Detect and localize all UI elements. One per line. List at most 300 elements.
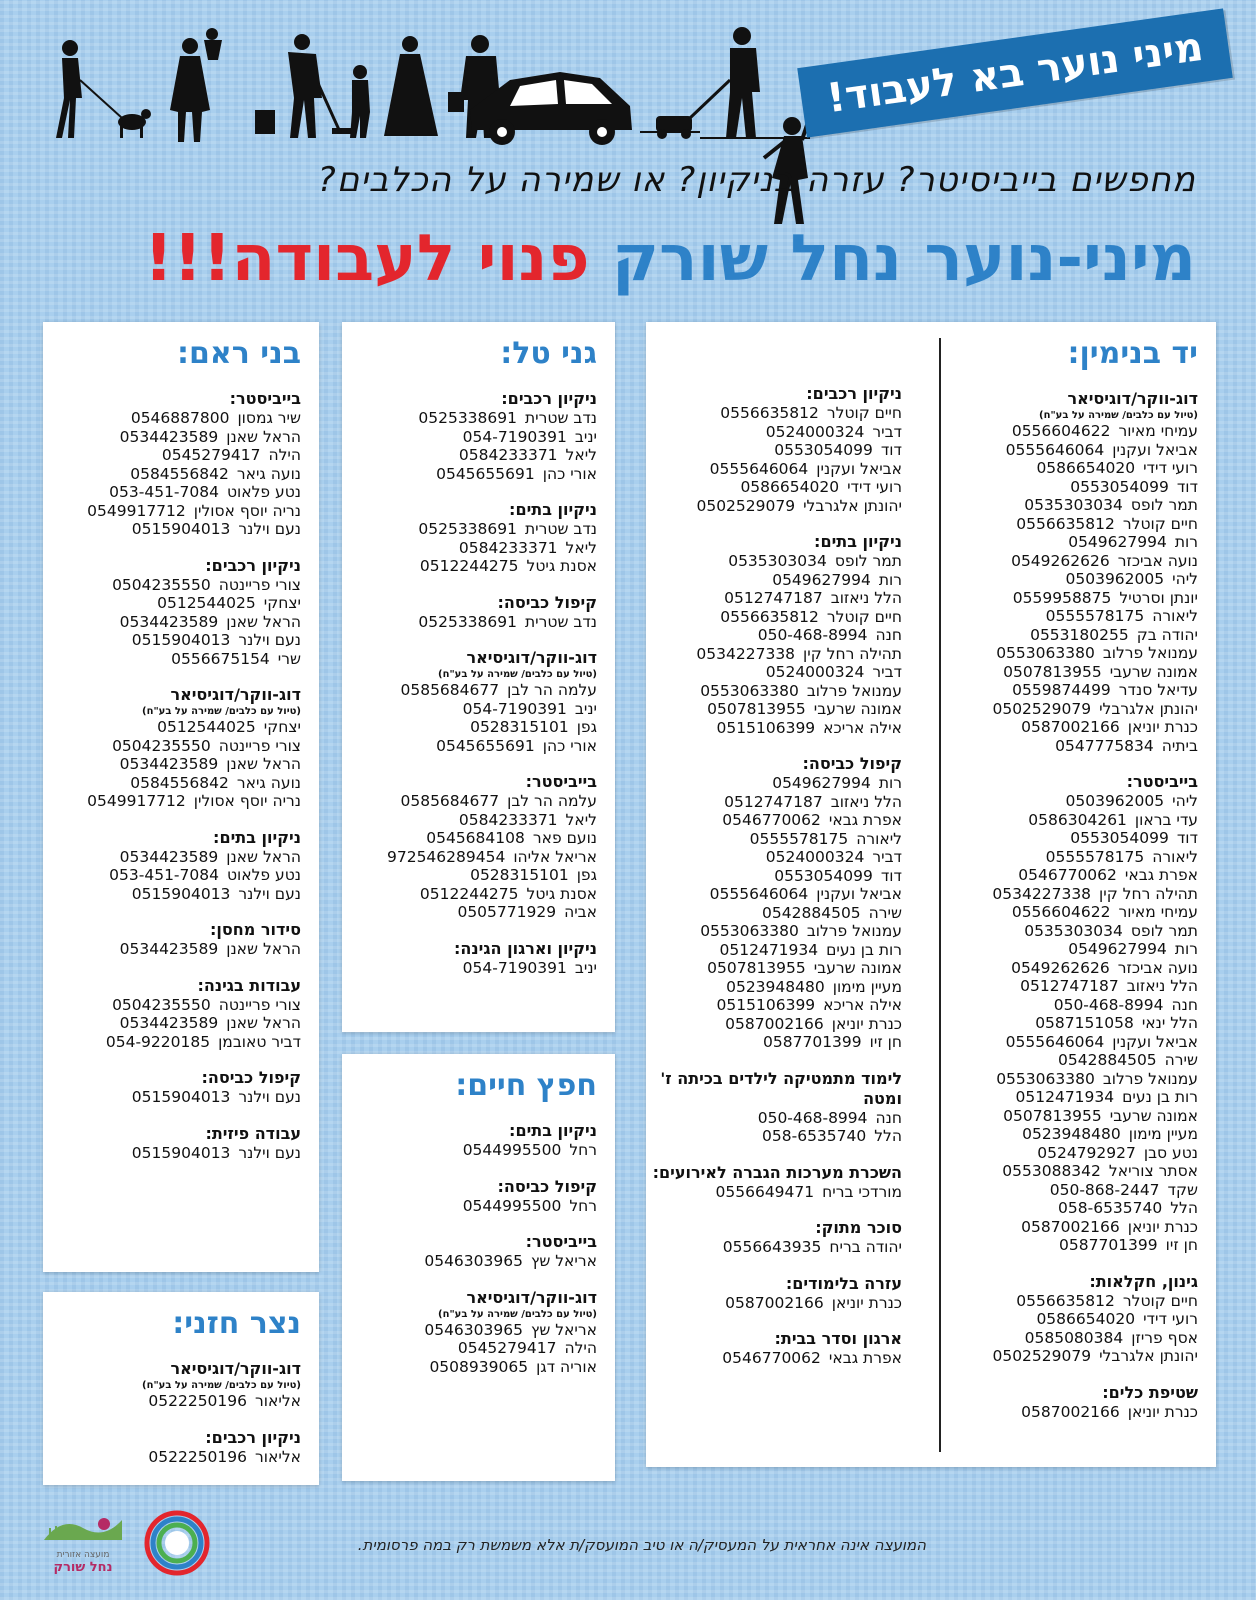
phone-number: 053-451-7084 <box>109 866 219 884</box>
contact-name: הראל שאנן <box>226 612 301 631</box>
contact-entry <box>920 663 1198 682</box>
contact-name: רחל <box>569 1141 597 1159</box>
contact-entry <box>920 903 1198 922</box>
phone-number: 0508939065 <box>429 1357 529 1376</box>
contact-name: רות בן נעים <box>826 940 902 959</box>
category-section <box>342 1121 597 1160</box>
contact-name: אסף פריזן <box>1131 1328 1198 1347</box>
phone-number: 0512471934 <box>1015 1088 1115 1106</box>
category-title: סידור מחסן: <box>209 920 301 939</box>
contact-name: אסנת גיטל <box>526 884 597 903</box>
contact-name: דביר טאובמן <box>218 1032 301 1051</box>
contact-entry <box>920 589 1198 608</box>
phone-number: 053-451-7084 <box>109 483 219 501</box>
category-section <box>43 389 301 539</box>
phone-number: 0507813955 <box>1003 662 1102 681</box>
contact-entry <box>646 978 902 997</box>
phone-number: 0534423589 <box>119 427 219 446</box>
phone-number: 050-468-8994 <box>757 1108 868 1127</box>
phone-number: 0535303034 <box>1024 921 1123 940</box>
contact-entry <box>920 1329 1198 1348</box>
logo-title: נחל שורק <box>53 1560 113 1575</box>
phone-number: 054-7190391 <box>462 699 567 718</box>
phone-number: 0549627994 <box>1068 940 1167 958</box>
contact-entry <box>43 996 301 1015</box>
contact-name: דוד <box>880 441 902 459</box>
category-title: ניקיון רכבים: <box>806 384 902 403</box>
phone-number: 0545684108 <box>426 829 525 847</box>
category-title: ניקיון בתים: <box>814 532 902 551</box>
category-section <box>43 1068 301 1107</box>
contact-entry <box>43 885 301 904</box>
phone-number: 0505771929 <box>457 903 557 921</box>
category-section <box>43 1124 301 1163</box>
contact-name: צורי פריינטה <box>218 995 301 1014</box>
phone-number: 058-6535740 <box>1058 1199 1163 1217</box>
category-section <box>342 1177 597 1216</box>
contact-entry <box>920 940 1198 959</box>
contact-entry <box>646 793 902 812</box>
contact-name: אמונה שרעבי <box>1109 1106 1198 1125</box>
panel-gani-tal <box>342 322 615 1032</box>
contact-entry <box>43 631 301 650</box>
category-title: ניקיון בתים: <box>213 827 301 847</box>
category-title: קיפול כביסה: <box>497 592 597 612</box>
phone-number: 0584233371 <box>458 538 558 557</box>
contact-name: תמר לופס <box>1130 496 1198 514</box>
phone-number: 0512544025 <box>157 594 256 612</box>
category-section <box>920 1272 1198 1366</box>
council-logo <box>40 1510 126 1582</box>
contact-name: ליאל <box>565 810 597 829</box>
contact-entry <box>43 483 301 502</box>
phone-number: 0549917712 <box>87 792 186 810</box>
contact-name: יהונתן אלגרבלי <box>803 496 902 515</box>
phone-number: 0584556842 <box>130 464 229 483</box>
contact-entry <box>342 613 597 632</box>
contact-entry <box>43 502 301 521</box>
contact-entry <box>920 1292 1198 1311</box>
contact-name: יונתן וסרטיל <box>1119 588 1198 607</box>
phone-number: 0555646064 <box>709 459 809 478</box>
category-section <box>646 1218 902 1257</box>
phone-number: 0515904013 <box>131 520 231 538</box>
contact-entry <box>43 1088 301 1107</box>
contact-name: הראל שאנן <box>226 847 301 866</box>
category-note: (טיול עם כלבים/ שמירה על בע"ח) <box>142 706 301 717</box>
contact-name: אביאל ועקנין <box>1112 440 1198 459</box>
phone-number: 0503962005 <box>1065 792 1165 810</box>
category-title: ניקיון רכבים: <box>205 1427 301 1447</box>
phone-number: 0524000324 <box>765 848 865 866</box>
phone-number: 0556643935 <box>722 1238 822 1256</box>
contact-name: דביר <box>872 422 902 441</box>
category-list <box>342 389 597 977</box>
phone-number: 0503962005 <box>1065 570 1165 588</box>
contact-name: ליאורה <box>1152 607 1198 625</box>
contact-entry <box>342 718 597 737</box>
category-title: קיפול כביסה: <box>497 1176 597 1196</box>
contact-name: דביר <box>872 848 902 866</box>
contact-name: הראל שאנן <box>226 1014 301 1032</box>
contact-entry <box>920 533 1198 552</box>
contact-name: הלל <box>1170 1199 1198 1217</box>
contact-entry <box>43 594 301 613</box>
contact-entry <box>43 446 301 465</box>
contact-entry <box>342 539 597 558</box>
contact-entry <box>646 941 902 960</box>
category-section <box>646 1329 902 1368</box>
category-section <box>43 556 301 669</box>
contact-name: ליהי <box>1172 792 1198 810</box>
contact-entry <box>920 792 1198 811</box>
contact-entry <box>342 1141 597 1160</box>
contact-name: נדב שטרית <box>525 612 597 631</box>
contact-name: כנרת יוניאן <box>1127 1402 1198 1421</box>
contact-name: נעם וילנר <box>238 520 301 538</box>
col-yad-binyamin-right <box>920 322 1216 1438</box>
contact-entry <box>920 811 1198 830</box>
logo-subtitle: מועצה אזורית <box>56 1550 110 1560</box>
phone-number: 0522250196 <box>148 1447 248 1466</box>
contact-name: נריה יוסף אסולין <box>193 501 301 520</box>
contact-name: הראל שאנן <box>226 755 301 773</box>
category-title: דוג-ווקר/דוגיסיאר <box>1067 389 1198 408</box>
contact-entry <box>920 552 1198 571</box>
contact-name: אליאור <box>255 1447 301 1466</box>
contact-name: נעם וילנר <box>238 884 301 903</box>
contact-entry <box>920 866 1198 885</box>
contact-name: נעם וילנר <box>238 631 301 649</box>
phone-number: 0587701399 <box>763 1033 862 1051</box>
contact-name: חיים קוטלר <box>1122 1291 1198 1310</box>
contact-entry <box>646 478 902 497</box>
contact-name: יהונתן אלגרבלי <box>1099 699 1198 718</box>
contact-name: חנה <box>875 626 902 644</box>
contact-name: מעיין מימון <box>1128 1125 1198 1143</box>
phone-number: 0587002166 <box>725 1014 824 1033</box>
category-title: בייביסטר: <box>525 1232 597 1251</box>
contact-entry <box>920 681 1198 700</box>
contact-entry <box>43 1448 301 1467</box>
contact-entry <box>646 1033 902 1052</box>
category-section <box>920 772 1198 1255</box>
contact-name: אסנת גיטל <box>526 557 597 575</box>
contact-name: גפן <box>576 718 597 736</box>
contact-entry <box>920 1033 1198 1052</box>
contact-entry <box>646 1015 902 1034</box>
contact-name: הראל שאנן <box>226 940 301 958</box>
phone-number: 0546770062 <box>1018 866 1117 884</box>
phone-number: 0586654020 <box>740 478 840 496</box>
contact-name: אוריה דגן <box>536 1357 597 1376</box>
category-section <box>646 532 902 737</box>
phone-number: 0512471934 <box>719 940 819 959</box>
contact-entry <box>920 570 1198 589</box>
contact-name: צורי פריינטה <box>218 736 301 755</box>
phone-number: 0507813955 <box>707 700 806 718</box>
phone-number: 0504235550 <box>112 736 211 755</box>
phone-number: 0555646064 <box>1005 1032 1105 1051</box>
category-title: ניקיון רכבים: <box>205 555 301 575</box>
phone-number: 0534227338 <box>696 644 796 663</box>
contact-entry <box>646 904 902 923</box>
phone-number: 054-9220185 <box>105 1032 211 1051</box>
contact-name: רועי דידי <box>1143 459 1198 477</box>
contact-name: רחל <box>569 1196 597 1215</box>
contact-entry <box>43 576 301 595</box>
contact-name: אריאל שץ <box>530 1252 597 1270</box>
contact-entry <box>43 1144 301 1163</box>
phone-number: 0553063380 <box>996 1069 1095 1088</box>
category-section <box>43 685 301 811</box>
phone-number: 050-468-8994 <box>757 626 868 644</box>
contact-entry <box>43 792 301 811</box>
contact-entry <box>920 478 1198 497</box>
phone-number: 0535303034 <box>728 552 827 570</box>
category-title: ניקיון רכבים: <box>501 389 597 408</box>
contact-name: יהודה בק <box>1136 625 1198 644</box>
category-title: דוג-ווקר/דוגיסיאר <box>170 1359 301 1378</box>
contact-name: הילה <box>564 1339 597 1357</box>
phone-number: 0502529079 <box>696 496 796 515</box>
phone-number: 0587701399 <box>1059 1236 1158 1254</box>
contact-entry <box>342 1339 597 1358</box>
contact-entry <box>920 829 1198 848</box>
phone-number: 050-468-8994 <box>1053 995 1164 1014</box>
phone-number: 0515904013 <box>131 631 231 649</box>
contact-entry <box>43 866 301 885</box>
contact-entry <box>920 1125 1198 1144</box>
phone-number: 0553063380 <box>700 681 799 700</box>
phone-number: 0585684677 <box>400 681 500 699</box>
contact-name: ליאל <box>565 538 597 557</box>
contact-entry <box>920 922 1198 941</box>
contact-entry <box>43 718 301 737</box>
contact-name: רועי דידי <box>847 478 902 496</box>
contact-name: אסתר צוריאל <box>1108 1162 1198 1180</box>
contact-name: נועה גיאר <box>236 464 301 483</box>
phone-number: 0585080384 <box>1024 1328 1124 1347</box>
contact-entry <box>646 589 902 608</box>
col-gani-tal <box>342 322 615 994</box>
phone-number: 0534423589 <box>119 847 219 866</box>
category-note: (טיול עם כלבים/ שמירה על בע"ח) <box>438 1308 597 1320</box>
contact-entry <box>646 663 902 682</box>
contact-name: תמר לופס <box>834 552 902 570</box>
phone-number: 0534423589 <box>119 1014 219 1032</box>
phone-number: 0524000324 <box>765 422 865 441</box>
phone-number: 0549627994 <box>1068 533 1167 551</box>
phone-number: 0515904013 <box>131 884 231 903</box>
council-emblem-icon <box>40 1510 126 1546</box>
contact-name: כנרת יוניאן <box>1127 718 1198 736</box>
contact-name: אריאל שץ <box>530 1320 597 1339</box>
category-section <box>920 389 1198 755</box>
contact-entry <box>43 1014 301 1033</box>
contact-entry <box>920 959 1198 978</box>
phone-number: 0523948480 <box>726 977 825 996</box>
contact-entry <box>646 1294 902 1313</box>
phone-number: 0545279417 <box>457 1339 557 1357</box>
phone-number: 0549627994 <box>772 570 871 589</box>
contact-entry <box>646 885 902 904</box>
contact-name: נועם פאר <box>532 829 597 847</box>
phone-number: 0515904013 <box>131 1088 231 1106</box>
contact-name: נריה יוסף אסולין <box>193 792 301 810</box>
phone-number: 0534423589 <box>119 612 219 631</box>
headline-part1: מיני-נוער נחל שורק <box>611 222 1196 296</box>
category-section <box>342 772 597 922</box>
phone-number: 0559874499 <box>1012 681 1111 699</box>
category-title: ניקיון בתים: <box>509 500 597 519</box>
contact-name: יצחקי <box>263 718 301 736</box>
phone-number: 0534423589 <box>119 755 219 773</box>
contact-name: הלל ניאזוב <box>830 792 902 811</box>
panel-bnei-reem <box>43 322 319 1272</box>
phone-number: 0584233371 <box>458 810 558 829</box>
contact-entry <box>342 1197 597 1216</box>
contact-entry <box>920 1181 1198 1200</box>
phone-number: 972546289454 <box>386 847 506 866</box>
panel-title-netzer-hazani: נצר חזני: <box>172 1306 301 1341</box>
contact-entry <box>920 626 1198 645</box>
phone-number: 0556604622 <box>1011 903 1111 921</box>
contact-name: נדב שטרית <box>525 520 597 538</box>
phone-number: 0522250196 <box>148 1392 248 1410</box>
contact-name: עדי בראון <box>1134 810 1198 829</box>
contact-name: חיים קוטלר <box>1122 514 1198 533</box>
phone-number: 0515904013 <box>131 1143 231 1162</box>
contact-name: אפרת גבאי <box>1124 866 1198 884</box>
col-yad-binyamin-left <box>646 322 920 1385</box>
contact-name: תמר לופס <box>1130 921 1198 940</box>
contact-entry <box>342 1321 597 1340</box>
panel-hafetz-haim <box>342 1054 615 1481</box>
phone-number: 0525338691 <box>418 520 517 538</box>
category-section <box>646 1069 902 1146</box>
contact-name: כנרת יוניאן <box>831 1014 902 1033</box>
phone-number: 0556604622 <box>1011 422 1111 440</box>
contact-name: נטע פלאוט <box>226 483 301 501</box>
category-section <box>342 939 597 978</box>
contact-entry <box>920 1236 1198 1255</box>
category-title: עזרה בלימודים: <box>785 1273 902 1293</box>
contact-entry <box>43 650 301 669</box>
contact-entry <box>43 1033 301 1052</box>
category-title: עבודות בגינה: <box>197 975 301 995</box>
contact-name: ליהי <box>1172 570 1198 588</box>
contact-name: יצחקי <box>263 594 301 612</box>
contact-name: שרי <box>277 649 301 668</box>
phone-number: 0524792927 <box>1037 1143 1136 1162</box>
contact-entry <box>342 446 597 465</box>
contact-name: מורדכי בריח <box>822 1182 902 1201</box>
contact-name: אמונה שרעבי <box>1109 662 1198 681</box>
phone-number: 0515106399 <box>716 718 816 737</box>
phone-number: 0587002166 <box>1021 718 1120 736</box>
contact-entry <box>342 885 597 904</box>
contact-entry <box>342 700 597 719</box>
phone-number: 0556649471 <box>715 1182 815 1201</box>
contact-name: עמנואל פרלוב <box>806 681 902 700</box>
contact-entry <box>920 1088 1198 1107</box>
contact-name: יהודה בריח <box>829 1238 902 1256</box>
contact-entry <box>920 1403 1198 1422</box>
phone-number: 0544995500 <box>462 1196 562 1215</box>
category-title: עבודה פיזית: <box>205 1123 301 1143</box>
contact-entry <box>342 1358 597 1377</box>
contact-entry <box>920 996 1198 1015</box>
contact-entry <box>646 996 902 1015</box>
contact-entry <box>646 774 902 793</box>
category-title: בייביסטר: <box>525 772 597 791</box>
contact-name: צורי פריינטה <box>218 575 301 594</box>
contact-entry <box>646 441 902 460</box>
contact-name: אילה אריכא <box>823 996 902 1014</box>
category-section <box>43 1359 301 1411</box>
phone-number: 0549262626 <box>1011 551 1110 570</box>
phone-number: 0556635812 <box>1016 514 1115 533</box>
phone-number: 0535303034 <box>1024 496 1123 514</box>
category-section <box>920 1383 1198 1422</box>
contact-entry <box>342 409 597 428</box>
category-title: ניקיון בתים: <box>509 1121 597 1140</box>
contact-name: מעיין מימון <box>832 977 902 996</box>
phone-number: 0555646064 <box>709 885 809 903</box>
contact-name: דוד <box>1176 829 1198 847</box>
contact-name: אורי כהן <box>542 464 597 483</box>
contact-name: יניב <box>574 958 597 977</box>
panel-title-hafetz-haim: חפץ חיים: <box>455 1068 597 1103</box>
contact-name: דוד <box>1176 477 1198 496</box>
phone-number: 0559958875 <box>1012 588 1112 607</box>
col-hafetz-haim <box>342 1054 615 1393</box>
contact-entry <box>920 1347 1198 1366</box>
contact-name: הילה <box>268 446 301 464</box>
phone-number: 0534423589 <box>119 940 219 958</box>
contact-name: נעם וילנר <box>238 1088 301 1106</box>
phone-number: 0515106399 <box>716 996 816 1014</box>
contact-name: אליאור <box>255 1392 301 1410</box>
category-section <box>342 648 597 755</box>
contact-entry <box>646 1109 902 1128</box>
phone-number: 0585684677 <box>400 792 500 810</box>
phone-number: 0584556842 <box>130 773 229 792</box>
category-note: (טיול עם כלבים/ שמירה על בע"ח) <box>438 669 597 680</box>
contact-entry <box>920 422 1198 441</box>
contact-name: הלל ניאזוב <box>1126 977 1198 995</box>
contact-name: יניב <box>574 427 597 446</box>
silhouettes-illustration <box>40 20 810 150</box>
contact-name: נועה אביכזר <box>1117 551 1198 570</box>
category-section <box>342 500 597 576</box>
contact-entry <box>646 571 902 590</box>
contact-name: חיים קוטלר <box>826 607 902 626</box>
phone-number: 0524000324 <box>765 663 865 681</box>
contact-entry <box>920 1014 1198 1033</box>
phone-number: 0556635812 <box>1016 1291 1115 1310</box>
phone-number: 0545279417 <box>161 446 261 464</box>
contact-name: הראל שאנן <box>226 427 301 446</box>
contact-entry <box>920 496 1198 515</box>
contact-name: כנרת יוניאן <box>1127 1217 1198 1236</box>
contact-name: אביאל ועקנין <box>1112 1032 1198 1051</box>
contact-name: אביאל ועקנין <box>816 459 902 478</box>
phone-number: 0525338691 <box>418 612 517 631</box>
phone-number: 0553063380 <box>700 922 799 940</box>
contact-entry <box>43 520 301 539</box>
